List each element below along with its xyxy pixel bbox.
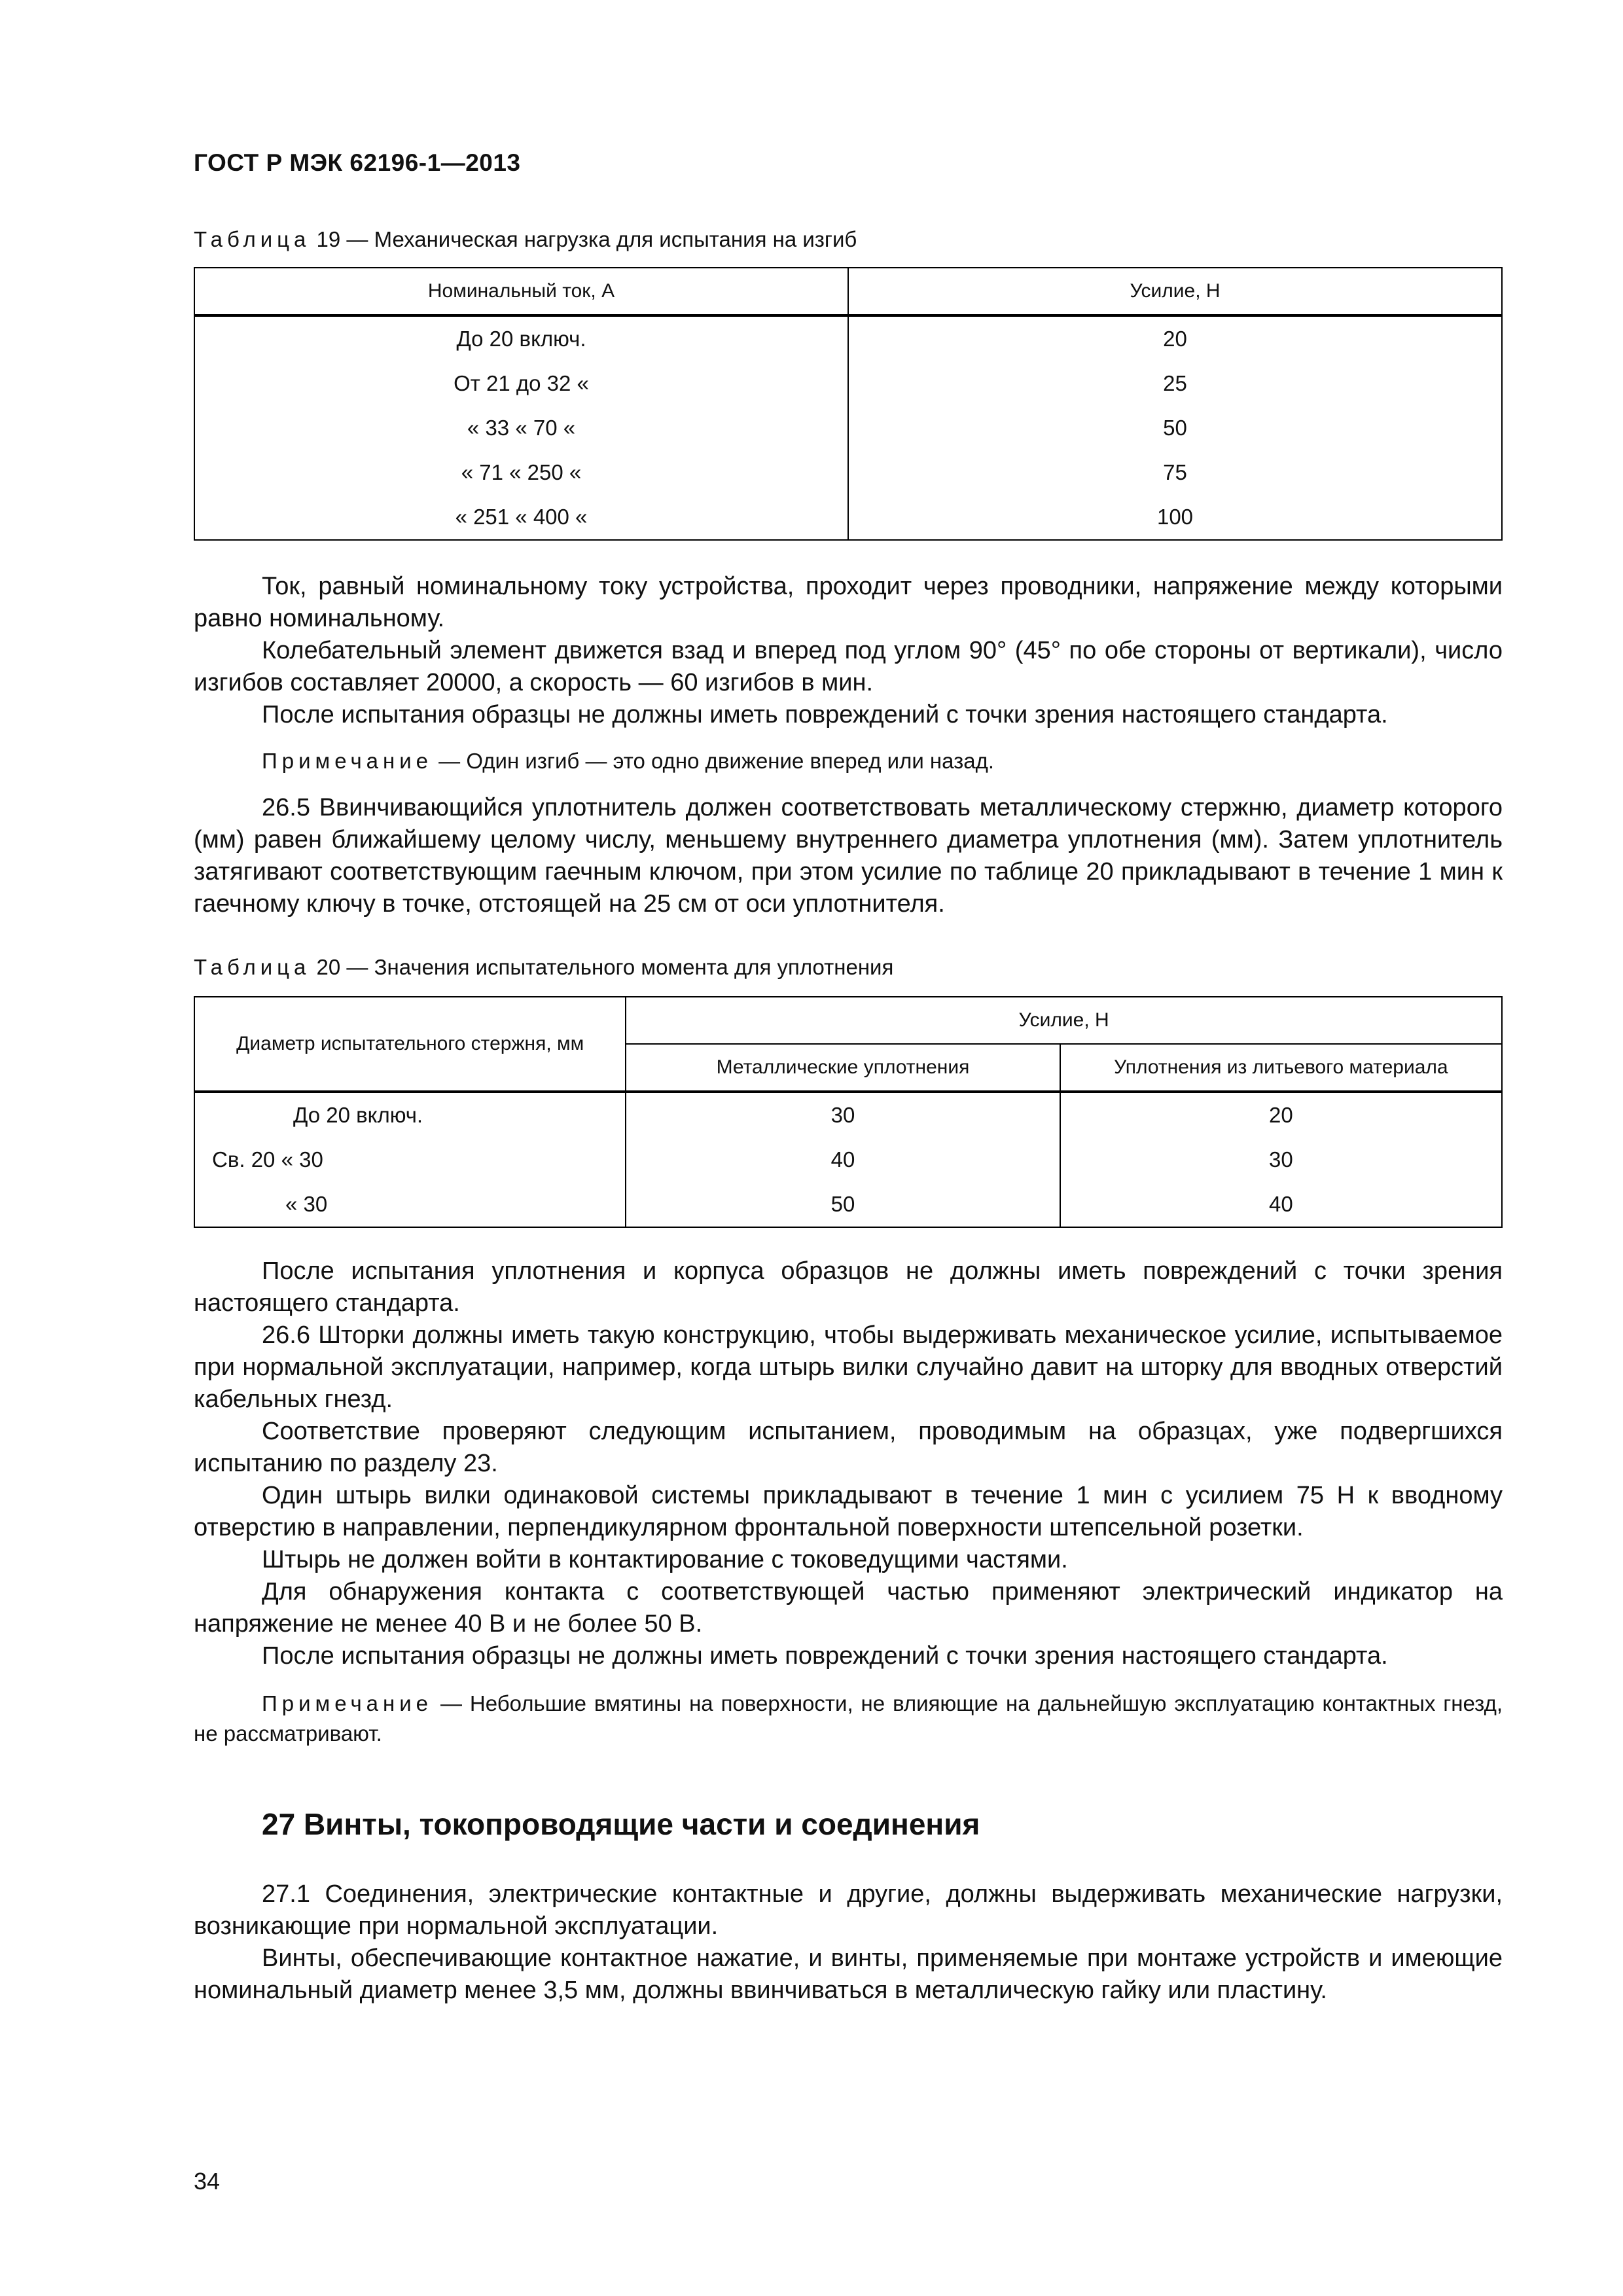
table-19-caption-prefix: Таблица (194, 227, 311, 251)
table-20-header-metal: Металлические уплотнения (626, 1044, 1060, 1092)
table-cell: « 33 « 70 « (194, 406, 848, 450)
table-19-caption-text: 19 — Механическая нагрузка для испытания на изгиб (310, 227, 857, 251)
table-19-header-current: Номинальный ток, А (194, 268, 848, 315)
table-cell: 40 (626, 1138, 1060, 1182)
note-2: Примечание — Небольшие вмятины на поверхности, не влияющие на дальнейшую эксплуатацию контактных гнезд, не рассматривают. (194, 1691, 1503, 1746)
table-row (194, 361, 1502, 406)
table-cell: 75 (848, 450, 1502, 495)
table-row (194, 315, 1502, 361)
table-row (194, 406, 1502, 450)
body-paragraph: Соответствие проверяют следующим испытанием, проводимым на образцах, уже подвергшихся испытанию по разделу 23. (194, 1418, 1503, 1477)
paragraph-27-1: 27.1 Соединения, электрические контактные и другие, должны выдерживать механические нагрузки, возникающие при нормальной эксплуатации. (194, 1880, 1503, 1940)
table-row (194, 1182, 1502, 1227)
table-cell: До 20 включ. (194, 315, 848, 361)
table-20-header-diameter: Диаметр испытательного стержня, мм (194, 997, 626, 1092)
table-19-header-force: Усилие, Н (848, 268, 1502, 315)
table-cell: 100 (848, 495, 1502, 540)
table-20-header-cast: Уплотнения из литьевого материала (1060, 1044, 1502, 1092)
table-cell: Св. 20 « 30 (194, 1138, 626, 1182)
table-20-caption-prefix: Таблица (194, 955, 311, 979)
table-20 (194, 996, 1503, 1228)
page-number: 34 (194, 2168, 221, 2195)
table-20-header-force: Усилие, Н (626, 997, 1502, 1044)
table-cell: 50 (848, 406, 1502, 450)
table-19-caption (194, 227, 857, 252)
table-cell: 20 (848, 315, 1502, 361)
table-20-caption (194, 955, 893, 980)
document-header: ГОСТ Р МЭК 62196-1—2013 (194, 149, 521, 176)
body-paragraph: Винты, обеспечивающие контактное нажатие, и винты, применяемые при монтаже устройств и имеющие номинальный диаметр менее 3,5 мм, должны ввинчиваться в металлическую гайку или пластину. (194, 1945, 1503, 2004)
body-paragraph: Для обнаружения контакта с соответствующей частью применяют электрический индикатор на напряжение не менее 40 В и не более 50 В. (194, 1578, 1503, 1638)
table-cell: 30 (1060, 1138, 1502, 1182)
body-paragraph: После испытания уплотнения и корпуса образцов не должны иметь повреждений с точки зрения настоящего стандарта. (194, 1257, 1503, 1317)
section-heading-27: 27 Винты, токопроводящие части и соединения (262, 1807, 980, 1841)
table-cell: 25 (848, 361, 1502, 406)
table-cell: 30 (626, 1092, 1060, 1138)
body-paragraph: Штырь не должен войти в контактирование с токоведущими частями. (262, 1546, 1068, 1573)
table-cell: 20 (1060, 1092, 1502, 1138)
paragraph-26-5: 26.5 Ввинчивающийся уплотнитель должен соответствовать металлическому стержню, диаметр которого (мм) равен ближайшему целому числу, меньшему внутреннего диаметра уплотнения (мм). Затем уплотнитель затягивают соответствующим гаечным ключом, при этом усилие по таблице 20 прикладывают в течение 1 мин к гаечному ключу в точке, отстоящей на 25 см от оси уплотнителя. (194, 794, 1503, 918)
table-20-caption-text: 20 — Значения испытательного момента для уплотнения (310, 955, 894, 979)
note-1: Примечание — Один изгиб — это одно движение вперед или назад. (262, 749, 995, 773)
body-paragraph: После испытания образцы не должны иметь повреждений с точки зрения настоящего стандарта. (262, 701, 1388, 728)
table-row (194, 450, 1502, 495)
body-paragraph: После испытания образцы не должны иметь повреждений с точки зрения настоящего стандарта. (262, 1642, 1388, 1670)
table-19 (194, 267, 1503, 541)
table-cell: 50 (626, 1182, 1060, 1227)
body-paragraph: Ток, равный номинальному току устройства, проходит через проводники, напряжение между которыми равно номинальному. (194, 573, 1503, 632)
table-row (194, 1092, 1502, 1138)
table-cell: « 30 (194, 1182, 626, 1227)
body-paragraph: Колебательный элемент движется взад и вперед под углом 90° (45° по обе стороны от вертикали), число изгибов составляет 20000, а скорость — 60 изгибов в мин. (194, 637, 1503, 696)
body-paragraph: Один штырь вилки одинаковой системы прикладывают в течение 1 мин с усилием 75 Н к вводному отверстию в направлении, перпендикулярном фронтальной поверхности штепсельной розетки. (194, 1482, 1503, 1541)
table-cell: 40 (1060, 1182, 1502, 1227)
paragraph-26-6: 26.6 Шторки должны иметь такую конструкцию, чтобы выдерживать механическое усилие, испытываемое при нормальной эксплуатации, например, когда штырь вилки случайно давит на шторку для вводных отверстий кабельных гнезд. (194, 1321, 1503, 1413)
table-cell: От 21 до 32 « (194, 361, 848, 406)
table-cell: « 251 « 400 « (194, 495, 848, 540)
table-row (194, 1138, 1502, 1182)
table-cell: « 71 « 250 « (194, 450, 848, 495)
table-row (194, 495, 1502, 540)
table-cell: До 20 включ. (194, 1092, 626, 1138)
